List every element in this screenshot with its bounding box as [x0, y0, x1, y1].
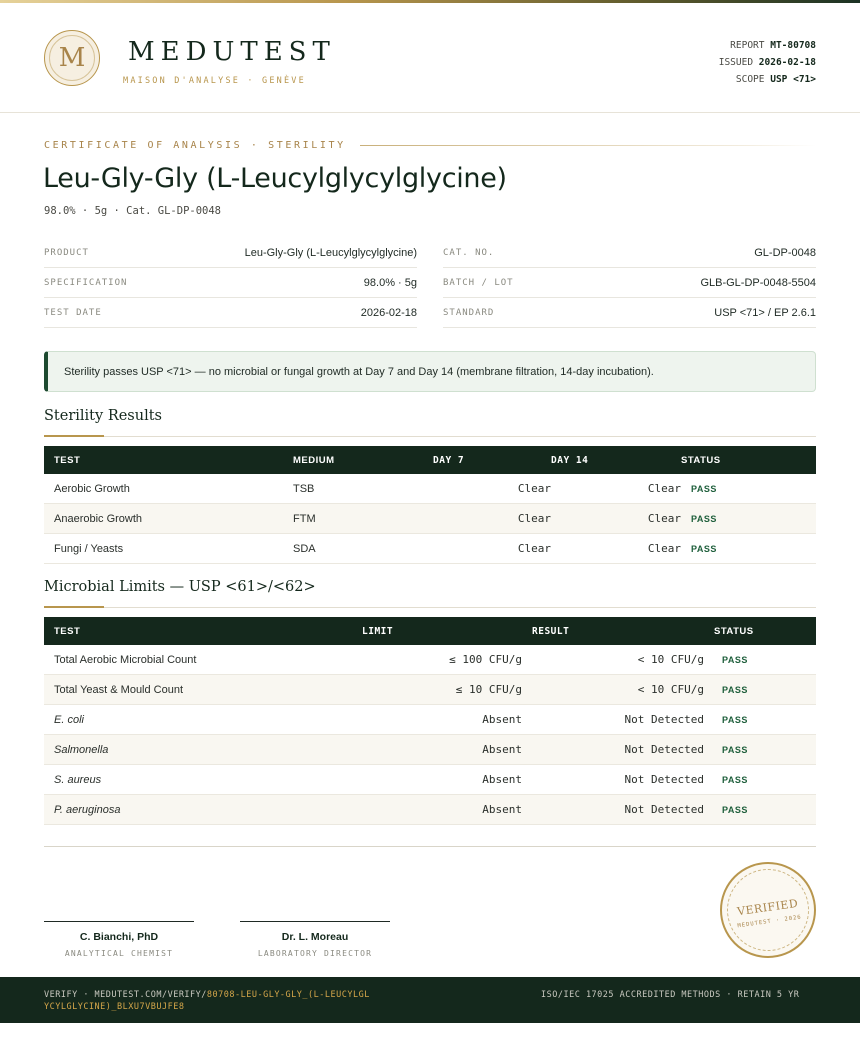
alert-text: Sterility passes USP <71> — no microbial or fungal growth at Day 7 and Day 14 (membrane filtration, 14-day incubation).: [64, 365, 654, 378]
column-header-test: TEST: [54, 454, 81, 466]
test-name: Aerobic Growth: [44, 474, 293, 504]
signatory-name: C. Bianchi, PhD: [79, 931, 159, 943]
status-badge: PASS: [681, 474, 816, 504]
test-name: Salmonella: [44, 735, 352, 765]
table-header-row: [44, 617, 816, 645]
logo-letter: M: [58, 43, 86, 73]
detail-row-product: [44, 238, 417, 268]
page-subtitle: 98.0% · 5g · Cat. GL-DP-0048: [44, 205, 222, 217]
status-badge: PASS: [704, 645, 816, 675]
detail-value: GLB-GL-DP-0048-5504: [700, 276, 816, 289]
signatory-role: LABORATORY DIRECTOR: [257, 949, 373, 958]
signature-director: [240, 921, 390, 958]
report-header: [0, 3, 860, 113]
status-badge: PASS: [704, 795, 816, 825]
sterility-pass-alert: [44, 351, 816, 392]
page-title: Leu-Gly-Gly (L-Leucylglycylglycine): [43, 163, 507, 194]
detail-label: TEST DATE: [44, 307, 102, 318]
scope-value: USP <71>: [770, 74, 816, 85]
product-details: [44, 238, 816, 328]
medium: FTM: [293, 504, 433, 534]
status-badge: PASS: [704, 675, 816, 705]
issued-date: 2026-02-18: [758, 57, 816, 68]
limit-value: Absent: [352, 705, 522, 735]
column-header-medium: MEDIUM: [293, 454, 335, 466]
table-row: [44, 735, 816, 765]
detail-label: STANDARD: [443, 307, 495, 318]
test-name: Anaerobic Growth: [44, 504, 293, 534]
verify-link[interactable]: [44, 989, 374, 1013]
brand-name: MEDUTEST: [128, 37, 336, 67]
column-header-day7: DAY 7: [433, 454, 465, 466]
day7-result: Clear: [433, 534, 551, 564]
test-name: P. aeruginosa: [44, 795, 352, 825]
table-row: [44, 534, 816, 564]
limit-value: ≤ 10 CFU/g: [352, 675, 522, 705]
brand-logo: [44, 30, 100, 86]
status-badge: PASS: [704, 705, 816, 735]
day14-result: Clear: [551, 504, 681, 534]
day14-result: Clear: [551, 474, 681, 504]
column-header-result: RESULT: [532, 625, 570, 637]
detail-value: GL-DP-0048: [754, 246, 816, 259]
sterility-section-title: Sterility Results: [44, 408, 162, 424]
report-number: MT-80708: [770, 40, 816, 51]
table-row: [44, 474, 816, 504]
limit-value: Absent: [352, 795, 522, 825]
status-badge: PASS: [681, 504, 816, 534]
result-value: < 10 CFU/g: [522, 675, 704, 705]
detail-label: CAT. NO.: [443, 247, 495, 258]
issued-label: ISSUED: [718, 57, 754, 68]
microbial-limits-table: [44, 617, 816, 825]
day7-result: Clear: [433, 504, 551, 534]
column-header-test: TEST: [54, 625, 81, 637]
detail-label: PRODUCT: [44, 247, 89, 258]
status-badge: PASS: [704, 735, 816, 765]
medium: TSB: [293, 474, 433, 504]
seal-sub-text: MEDUTEST · 2026: [737, 914, 803, 930]
result-value: Not Detected: [522, 705, 704, 735]
table-row: [44, 765, 816, 795]
table-row: [44, 504, 816, 534]
table-row: [44, 675, 816, 705]
eyebrow-divider: [360, 145, 816, 146]
section-accent-bar: [44, 435, 104, 437]
detail-row-cat-no: [443, 238, 816, 268]
scope-label: SCOPE: [735, 74, 765, 85]
verified-seal: [720, 862, 816, 958]
signature-chemist: [44, 921, 194, 958]
sterility-table: [44, 446, 816, 564]
test-name: Fungi / Yeasts: [44, 534, 293, 564]
signatory-name: Dr. L. Moreau: [281, 931, 349, 943]
test-name: Total Aerobic Microbial Count: [44, 645, 352, 675]
section-divider: [44, 436, 816, 437]
certificate-eyebrow-row: [44, 138, 816, 152]
section-divider: [44, 607, 816, 608]
accreditation-note: ISO/IEC 17025 ACCREDITED METHODS · RETAIN 5 YR: [541, 990, 800, 1000]
report-label: REPORT: [730, 40, 765, 51]
test-name: Total Yeast & Mould Count: [44, 675, 352, 705]
column-header-status: STATUS: [714, 625, 754, 637]
result-value: Not Detected: [522, 795, 704, 825]
table-row: [44, 645, 816, 675]
certificate-eyebrow: CERTIFICATE OF ANALYSIS · STERILITY: [44, 139, 346, 151]
column-header-status: STATUS: [681, 454, 721, 466]
test-name: S. aureus: [44, 765, 352, 795]
report-footer: [0, 977, 860, 1023]
detail-label: BATCH / LOT: [443, 277, 514, 288]
detail-row-batch: [443, 268, 816, 298]
medium: SDA: [293, 534, 433, 564]
details-right-column: [443, 238, 816, 328]
day14-result: Clear: [551, 534, 681, 564]
column-header-day14: DAY 14: [551, 454, 589, 466]
result-value: Not Detected: [522, 735, 704, 765]
detail-value: Leu-Gly-Gly (L-Leucylglycylglycine): [244, 246, 417, 259]
table-row: [44, 795, 816, 825]
signatory-role: ANALYTICAL CHEMIST: [64, 949, 174, 958]
seal-main-text: VERIFIED: [736, 896, 799, 919]
detail-row-specification: [44, 268, 417, 298]
microbial-section-title: Microbial Limits — USP <61>/<62>: [44, 579, 316, 595]
detail-value: USP <71> / EP 2.6.1: [714, 306, 816, 319]
table-header-row: [44, 446, 816, 474]
result-value: Not Detected: [522, 765, 704, 795]
result-value: < 10 CFU/g: [522, 645, 704, 675]
seal-graphic: [722, 864, 814, 956]
detail-label: SPECIFICATION: [44, 277, 128, 288]
test-name: E. coli: [44, 705, 352, 735]
verify-prefix: VERIFY · MEDUTEST.COM/VERIFY/: [44, 990, 207, 1000]
status-badge: PASS: [704, 765, 816, 795]
detail-value: 98.0% · 5g: [363, 276, 417, 289]
day7-result: Clear: [433, 474, 551, 504]
detail-value: 2026-02-18: [360, 306, 417, 319]
limit-value: ≤ 100 CFU/g: [352, 645, 522, 675]
detail-row-standard: [443, 298, 816, 328]
report-meta: [719, 37, 816, 88]
section-accent-bar: [44, 606, 104, 608]
status-badge: PASS: [681, 534, 816, 564]
brand-tagline: MAISON D'ANALYSE · GENÈVE: [123, 76, 306, 86]
limit-value: Absent: [352, 765, 522, 795]
table-row: [44, 705, 816, 735]
signature-divider: [44, 846, 816, 847]
column-header-limit: LIMIT: [362, 625, 394, 637]
verify-code: 80708-LEU-GLY-GLY_(L-LEUCYLGLYCYLGLYCINE)_BLXU7VBUJFE8: [44, 990, 370, 1012]
details-left-column: [44, 238, 417, 328]
limit-value: Absent: [352, 735, 522, 765]
detail-row-test-date: [44, 298, 417, 328]
